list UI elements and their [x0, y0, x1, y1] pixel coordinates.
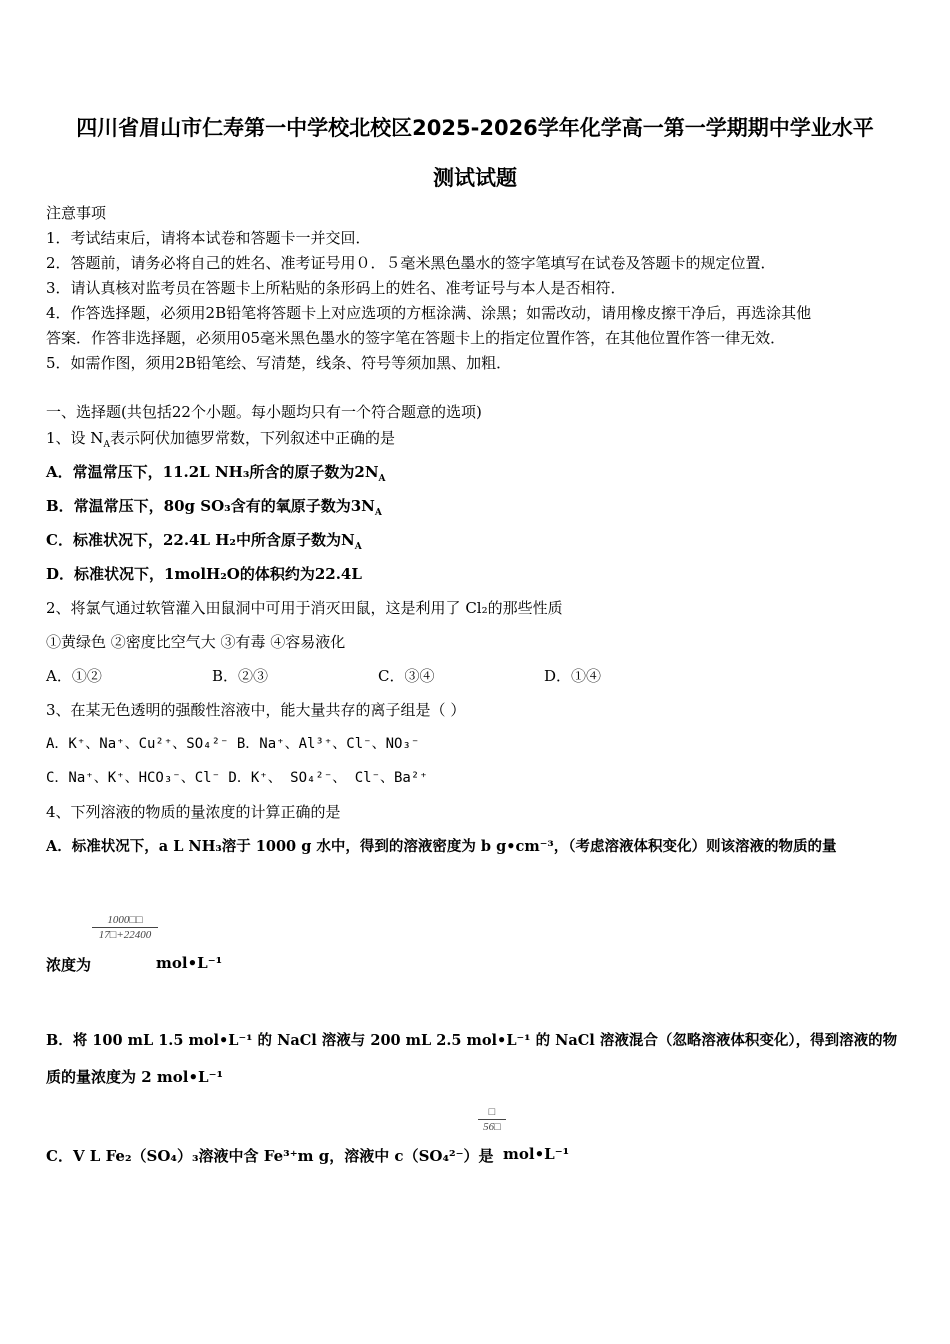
notice-item-2: 2．答题前，请务必将自己的姓名、准考证号用０．５毫米黑色墨水的签字笔填写在试卷及答题卡的规定位置．: [46, 254, 776, 272]
q4-c-fraction-numerator: □: [488, 1106, 496, 1118]
q1-option-d: D．标准状况下，1molH₂O的体积约为22.4L: [46, 565, 362, 583]
q4-option-c-line: C．V L Fe₂（SO₄）₃溶液中含 Fe³⁺m g，溶液中 c（SO₄²⁻）是: [46, 1147, 494, 1165]
q4-a-fraction-denominator: 17□+22400: [98, 929, 152, 941]
q1-stem: [46, 427, 395, 450]
notice-item-3: 3．请认真核对监考员在答题卡上所粘贴的条形码上的姓名、准考证号与本人是否相符．: [46, 279, 626, 297]
notice-heading: 注意事项: [46, 204, 107, 222]
q2-option-c: C．③④: [378, 667, 435, 685]
q4-c-fraction-bar: [478, 1119, 506, 1120]
q4-c-fraction-denominator: 56□: [483, 1121, 501, 1133]
q4-a-fraction-numerator: 1000□□: [107, 914, 143, 926]
q2-option-d: D．①④: [544, 667, 602, 685]
notice-item-1: 1．考试结束后，请将本试卷和答题卡一并交回．: [46, 229, 371, 247]
q4-c-fraction: [478, 1106, 506, 1133]
q3-options-cd: C．Na⁺、K⁺、HCO₃⁻、Cl⁻ D．K⁺、 SO₄²⁻、 Cl⁻、Ba²⁺: [46, 770, 428, 786]
q4-option-b-line2: 质的量浓度为 2 mol•L⁻¹: [46, 1068, 224, 1086]
q4-option-c-unit: mol•L⁻¹: [503, 1145, 570, 1163]
q2-option-b: B．②③: [212, 667, 269, 685]
q4-stem: 4、下列溶液的物质的量浓度的计算正确的是: [46, 803, 341, 821]
q4-a-fraction-bar: [92, 927, 158, 928]
q1-option-b: B．常温常压下，80g SO₃含有的氧原子数为$3N_A$: [46, 497, 382, 518]
page-title-line2: 测试试题: [433, 166, 517, 190]
notice-item-4: 4．作答选择题，必须用2B铅笔将答题卡上对应选项的方框涂满、涂黑；如需改动，请用橡皮擦干净后，再选涂其他: [46, 304, 812, 322]
page-title-line1: 四川省眉山市仁寿第一中学校北校区2025-2026学年化学高一第一学期期中学业水平: [76, 116, 874, 140]
q2-properties: ①黄绿色 ②密度比空气大 ③有毒 ④容易液化: [46, 633, 346, 651]
q2-option-a: A．①②: [46, 667, 102, 685]
q4-option-a-line2-pre: 浓度为: [46, 956, 92, 974]
q1-option-c: C．标准状况下，22.4L H₂中所含原子数为$N_A$: [46, 531, 362, 552]
section-heading: 一、选择题(共包括22个小题。每小题均只有一个符合题意的选项): [46, 403, 482, 421]
notice-item-4-cont: 答案．作答非选择题，必须用05毫米黑色墨水的签字笔在答题卡上的指定位置作答，在其他位置作答一律无效．: [46, 329, 786, 347]
q1-stem-post: 表示阿伏加德罗常数，下列叙述中正确的是: [109, 429, 395, 447]
q3-options-ab: A．K⁺、Na⁺、Cu²⁺、SO₄²⁻ B．Na⁺、Al³⁺、Cl⁻、NO₃⁻: [46, 736, 420, 752]
q2-stem: 2、将氯气通过软管灌入田鼠洞中可用于消灭田鼠，这是利用了 Cl₂的那些性质: [46, 599, 563, 617]
q4-option-b-line1: B．将 100 mL 1.5 mol•L⁻¹ 的 NaCl 溶液与 200 mL 2.5 mol•L⁻¹ 的 NaCl 溶液混合（忽略溶液体积变化），得到溶液的物: [46, 1032, 898, 1049]
q3-stem: 3、在某无色透明的强酸性溶液中，能大量共存的离子组是（ ）: [46, 701, 466, 719]
q4-a-fraction: [92, 914, 158, 941]
q4-option-a-line1: A．标准状况下，a L NH₃溶于 1000 g 水中，得到的溶液密度为 b g•cm⁻³，（考虑溶液体积变化）则该溶液的物质的量: [46, 838, 837, 855]
q1-stem-sub: A: [103, 440, 110, 450]
q1-stem-pre: 1、设 N: [46, 429, 104, 447]
q4-option-a-unit: mol•L⁻¹: [156, 954, 223, 972]
notice-item-5: 5．如需作图，须用2B铅笔绘、写清楚，线条、符号等须加黑、加粗．: [46, 354, 512, 372]
q1-option-a: A．常温常压下，11.2L NH₃所含的原子数为$2N_A$: [46, 463, 386, 484]
